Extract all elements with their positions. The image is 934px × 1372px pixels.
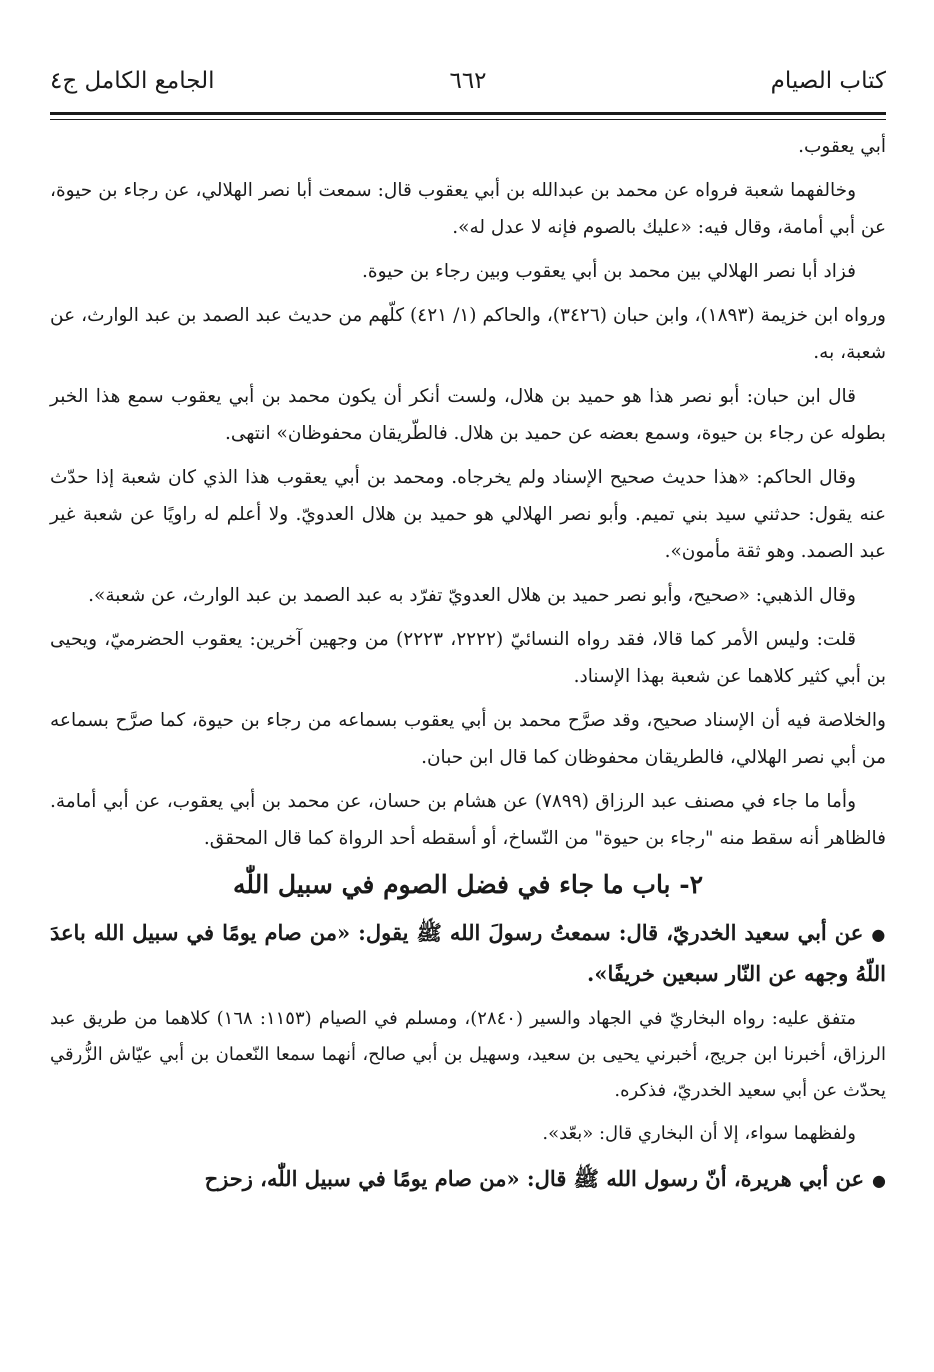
book-title: كتاب الصيام [770,68,886,94]
hadith-text [50,1159,886,1200]
chapter-heading: ٢- باب ما جاء في فضل الصوم في سبيل اللّٰه [232,870,704,899]
paragraph: وخالفهما شعبة فرواه عن محمد بن عبدالله بن أبي يعقوب قال: سمعت أبا نصر الهلالي، عن رجاء بن حيوة، عن أبي أمامة، وقال فيه: «عليك بالصوم فإنه لا عدل له». [50,180,886,238]
paragraph: وأما ما جاء في مصنف عبد الرزاق (٧٨٩٩) عن هشام بن حسان، عن محمد بن أبي يعقوب، عن أبي أمامة. فالظاهر أنه سقط منه "رجاء بن حيوة" من النّساخ، أو أسقطه أحد الرواة كما قال المحقق. [50,791,886,849]
hadith-text [50,913,886,993]
bullet-icon: ● [871,925,886,944]
bullet-icon: ● [872,1171,886,1190]
hadith-body: عن أبي سعيد الخدريّ، قال: سمعتُ رسولَ الله ﷺ يقول: «من صام يومًا في سبيل الله باعدَ اللّهُ وجهه عن النّار سبعين خريفًا». [50,920,886,986]
commentary-paragraph: ولفظهما سواء، إلا أن البخاري قال: «بعّد». [542,1123,856,1144]
paragraph: قلت: وليس الأمر كما قالا، فقد رواه النسائيّ (٢٢٢٢، ٢٢٢٣) من وجهين آخرين: يعقوب الحضرميّ، ويحيى بن أبي كثير كلاهما عن شعبة بهذا الإسناد. [50,629,886,687]
hadith-body: عن أبي هريرة، أنّ رسول الله ﷺ قال: «من صام يومًا في سبيل اللّٰه، زحزح [204,1166,865,1191]
commentary-paragraph: متفق عليه: رواه البخاريّ في الجهاد والسير (٢٨٤٠)، ومسلم في الصيام (١١٥٣: ١٦٨) كلاهما من طريق عبد الرزاق، أخبرنا ابن جريج، أخبرني يحيى بن سعيد، وسهيل بن أبي صالح، أنهما سمعا النّعمان بن أبي عيّاش الزُّرقي يحدّث عن أبي سعيد الخدريّ، فذكره. [50,1008,886,1101]
page-body [50,128,886,1208]
page-number: ٦٦٢ [449,68,487,94]
paragraph: ورواه ابن خزيمة (١٨٩٣)، وابن حبان (٣٤٢٦)، والحاكم (١/ ٤٢١) كلّهم من حديث عبد الصمد بن عبد الوارث، عن شعبة، به. [50,305,886,363]
series-title: الجامع الكامل ج٤ [50,68,215,94]
header-rule-thin [50,119,886,120]
paragraph: وقال الحاكم: «هذا حديث صحيح الإسناد ولم يخرجاه. ومحمد بن أبي يعقوب هذا الذي كان شعبة إذا حدّث عنه يقول: حدثني سيد بني تميم. وأبو نصر الهلالي هو حميد بن هلال العدويّ. ولا أعلم له راويًا عن شعبة غير عبد الصمد. وهو ثقة مأمون». [50,467,886,562]
paragraph: فزاد أبا نصر الهلالي بين محمد بن أبي يعقوب وبين رجاء بن حيوة. [362,261,856,282]
paragraph: قال ابن حبان: أبو نصر هذا هو حميد بن هلال، ولست أنكر أن يكون محمد بن أبي يعقوب سمع هذا الخبر بطوله عن رجاء بن حيوة، وسمع بعضه عن حميد بن هلال. فالطّريقان محفوظان» انتهى. [50,386,886,444]
header-rule-thick [50,112,886,115]
page-header [50,62,886,112]
paragraph: والخلاصة فيه أن الإسناد صحيح، وقد صرَّح محمد بن أبي يعقوب بسماعه من رجاء بن حيوة، كما صرَّح بسماعه من أبي نصر الهلالي، فالطريقان محفوظان كما قال ابن حبان. [50,710,886,768]
paragraph: أبي يعقوب. [798,136,886,157]
paragraph: وقال الذهبي: «صحيح، وأبو نصر حميد بن هلال العدويّ تفرّد به عبد الصمد بن عبد الوارث، عن شعبة». [88,585,856,606]
